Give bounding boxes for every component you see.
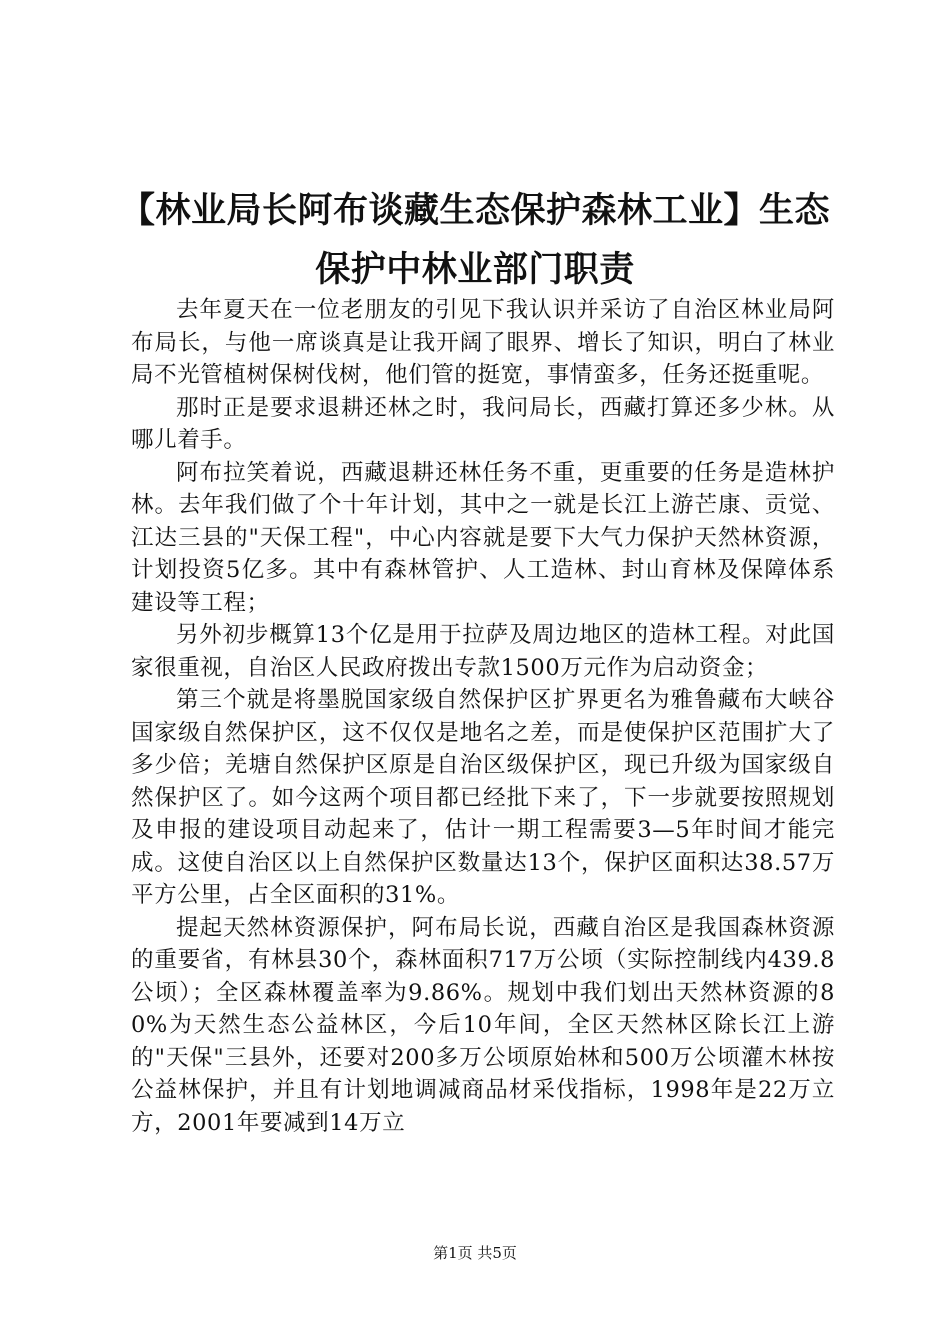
page-footer: 第1页 共5页 — [433, 1244, 517, 1262]
paragraph-1: 去年夏天在一位老朋友的引见下我认识并采访了自治区林业局阿布局长，与他一席谈真是让我开阔了眼界、增长了知识，明白了林业局不光管植树保树伐树，他们管的挺宽，事情蛮多，任务还挺重呢。 — [131, 297, 835, 388]
paragraph-5: 第三个就是将墨脱国家级自然保护区扩界更名为雅鲁藏布大峡谷国家级自然保护区，这不仅仅是地名之差，而是使保护区范围扩大了多少倍；羌塘自然保护区原是自治区级保护区，现已升级为国家级自然保护区了。如今这两个项目都已经批下来了，下一步就要按照规划及申报的建设项目动起来了，估计一期工程需要3—5年时间才能完成。这使自治区以上自然保护区数量达13个，保护区面积达38.57万平方公里，占全区面积的31%。 — [131, 687, 835, 908]
paragraph-3: 阿布拉笑着说，西藏退耕还林任务不重，更重要的任务是造林护林。去年我们做了个十年计划，其中之一就是长江上游芒康、贡觉、江达三县的"天保工程"，中心内容就是要下大气力保护天然林资源，计划投资5亿多。其中有森林管护、人工造林、封山育林及保障体系建设等工程； — [131, 459, 835, 616]
paragraph-2: 那时正是要求退耕还林之时，我问局长，西藏打算还多少林。从哪儿着手。 — [131, 394, 835, 453]
paragraph-6: 提起天然林资源保护，阿布局长说，西藏自治区是我国森林资源的重要省，有林县30个，森林面积717万公顷（实际控制线内439.8公顷）；全区森林覆盖率为9.86%。规划中我们划出天然林资源的80%为天然生态公益林区，今后10年间，全区天然林区除长江上游的"天保"三县外，还要对200多万公顷原始林和500万公顷灌木林按公益林保护，并且有计划地调减商品材采伐指标，1998年是22万立方，2001年要减到14万立 — [131, 914, 835, 1136]
document-body — [131, 294, 835, 1139]
document-title: 【林业局长阿布谈藏生态保护森林工业】生态保护中林业部门职责 — [119, 191, 830, 290]
paragraph-4: 另外初步概算13个亿是用于拉萨及周边地区的造林工程。对此国家很重视，自治区人民政府拨出专款1500万元作为启动资金； — [131, 622, 835, 681]
